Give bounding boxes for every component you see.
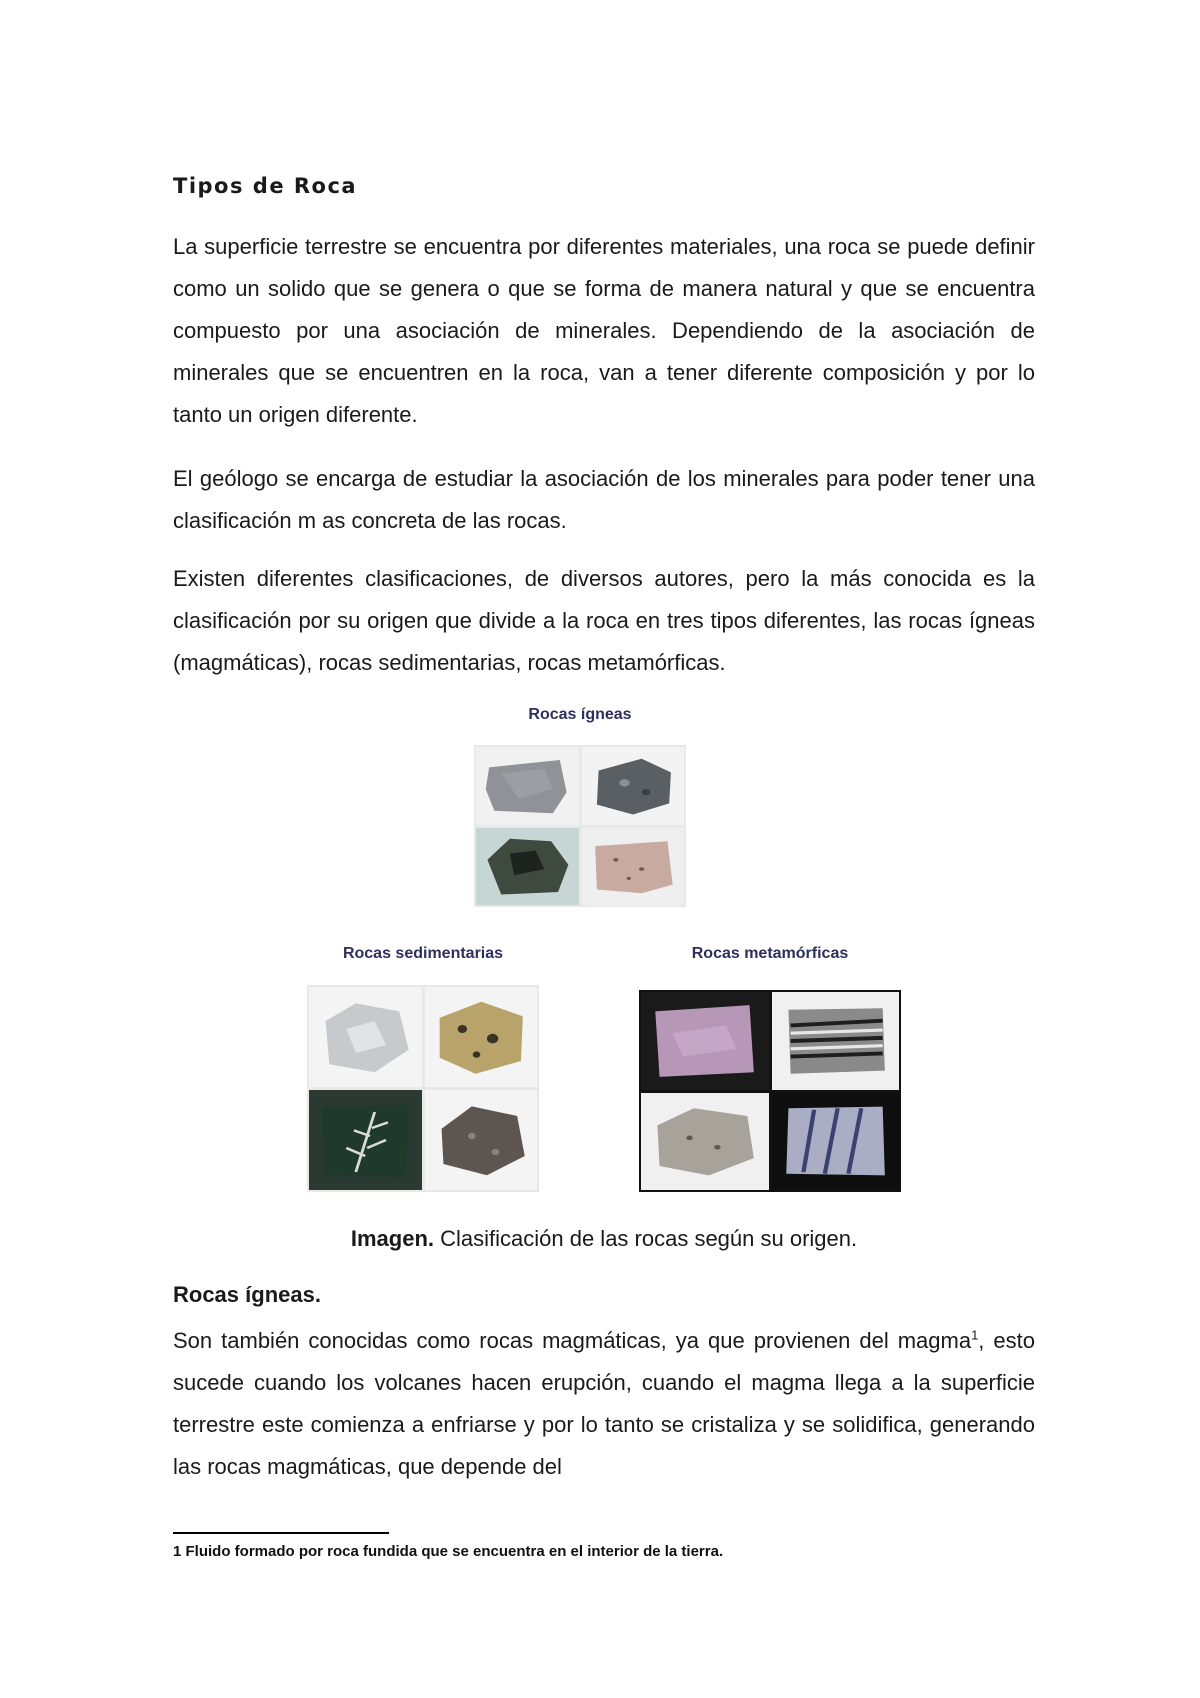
rock-photo — [309, 1090, 422, 1190]
rock-photo — [641, 1093, 769, 1191]
paragraph-clasificaciones: Existen diferentes clasificaciones, de diversos autores, pero la más conocida es la clasificación por su origen que divide a la roca en tres tipos diferentes, las rocas ígneas (magmáticas), rocas sedimentarias, rocas metamórficas. — [173, 566, 1035, 675]
page-title: Tipos de Roca — [173, 174, 358, 198]
paragraph-rocas-igneas — [173, 1320, 1035, 1488]
rock-photo — [425, 1090, 538, 1190]
footnote-text: Fluido formado por roca fundida que se encuentra en el interior de la tierra. — [181, 1543, 724, 1560]
rock-photo — [582, 828, 685, 906]
caption-label: Imagen. — [350, 1226, 434, 1251]
rock-photo — [772, 992, 900, 1090]
label-rocas-metamorficas: Rocas metamórficas — [691, 945, 849, 962]
rock-shape — [484, 835, 570, 897]
paragraph-geologo: El geólogo se encarga de estudiar la asociación de los minerales para poder tener una clasificación m as concreta de las rocas. — [173, 466, 1035, 533]
image-rocas-igneas — [474, 745, 686, 907]
paragraph-intro: La superficie terrestre se encuentra por diferentes materiales, una roca se puede definir como un solido que se genera o que se forma de manera natural y que se encuentra compuesto por una asociación de minerales. Dependiendo de la asociación de minerales que se encuentren en la roca, van a tener diferente composición y por lo tanto un origen diferente. — [173, 234, 1035, 427]
section-title-rocas-igneas: Rocas ígneas. — [173, 1282, 321, 1307]
paragraph-text-after: , esto sucede cuando los volcanes hacen erupción, cuando el magma llega a la superficie terrestre este comienza a enfriarse y por lo tanto se cristaliza y se solidifica, generando las rocas magmáticas, que depende del — [173, 1328, 1035, 1479]
rock-photo — [309, 987, 422, 1087]
rock-shape — [782, 1002, 889, 1080]
image-rocas-sedimentarias — [307, 985, 539, 1192]
figure-caption — [173, 1226, 1035, 1252]
rock-shape — [318, 1100, 413, 1180]
rock-shape — [434, 1100, 529, 1180]
footnote-number: 1 — [173, 1543, 182, 1560]
label-rocas-igneas: Rocas ígneas — [528, 706, 632, 723]
rock-shape — [484, 755, 570, 817]
rock-photo — [476, 747, 579, 825]
rock-photo — [425, 987, 538, 1087]
rock-shape — [651, 1002, 758, 1080]
rock-photo — [641, 992, 769, 1090]
rock-shape — [318, 997, 413, 1077]
image-rocas-metamorficas — [639, 990, 901, 1192]
rock-shape — [782, 1102, 889, 1180]
label-rocas-sedimentarias: Rocas sedimentarias — [342, 945, 504, 962]
footnote-reference[interactable]: 1 — [971, 1327, 979, 1343]
rock-shape — [590, 755, 676, 817]
rock-photo — [582, 747, 685, 825]
footnote — [173, 1543, 723, 1560]
rock-shape — [434, 997, 529, 1077]
rock-shape — [590, 835, 676, 897]
rock-photo — [772, 1093, 900, 1191]
caption-text: Clasificación de las rocas según su origen. — [434, 1226, 858, 1251]
footnote-separator — [173, 1532, 389, 1534]
rock-shape — [651, 1102, 758, 1180]
paragraph-text-before: Son también conocidas como rocas magmáticas, ya que provienen del magma — [173, 1328, 972, 1353]
rock-photo — [476, 828, 579, 906]
